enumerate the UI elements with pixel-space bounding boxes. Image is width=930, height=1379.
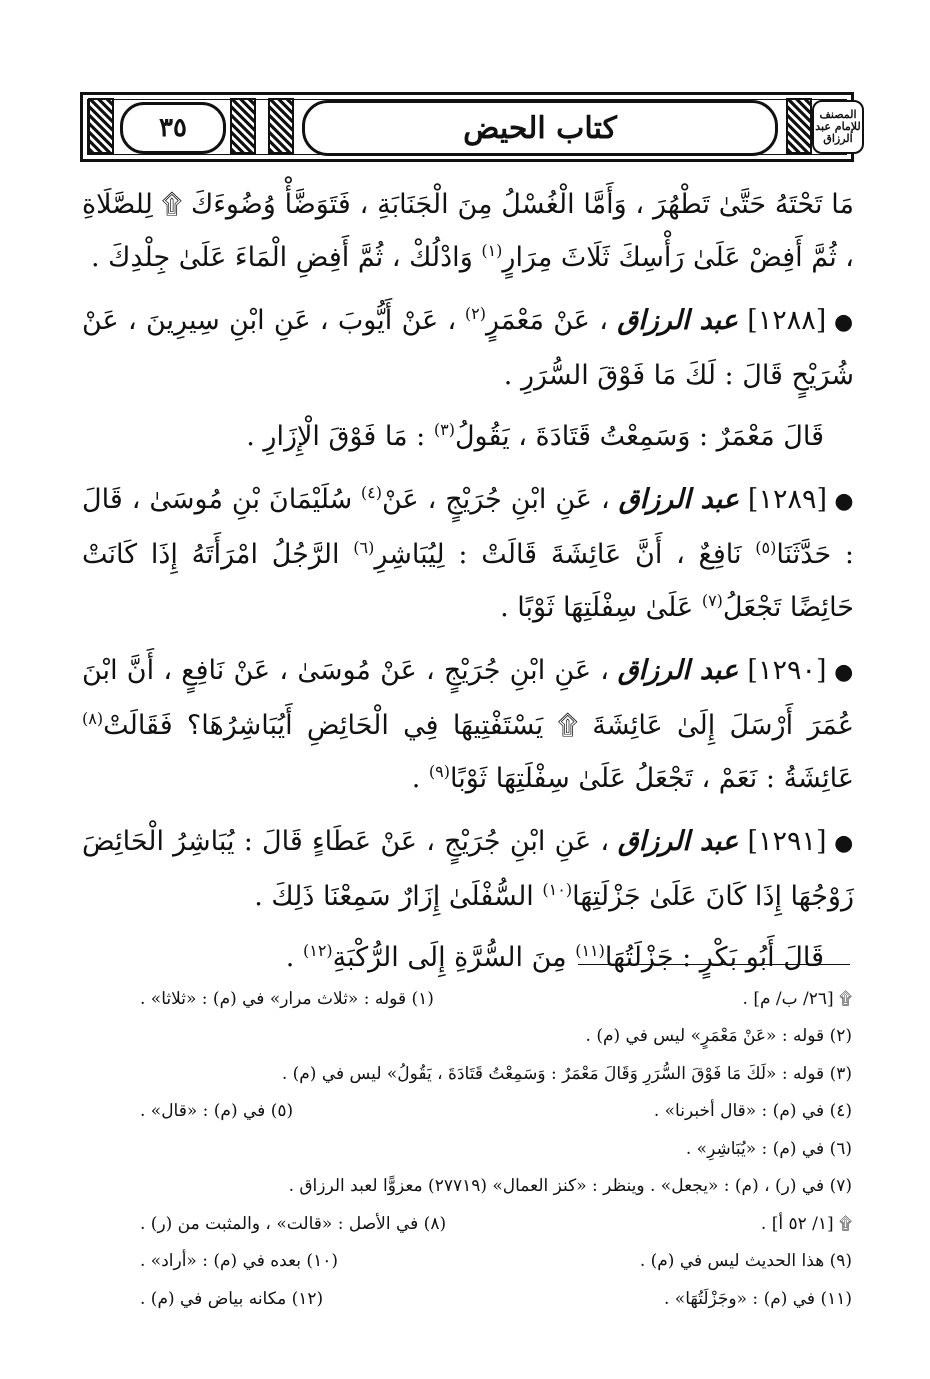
text-run: مَا تَحْتَهُ حَتَّىٰ تَطْهُرَ ، وَأَمَّا الْغُسْلُ مِنَ الْجَنَابَةِ ، فَتَوَضَّأْ وُضُوءَكَ ۩ لِلصَّلَاةِ ، ثُمَّ أَفِضْ عَلَىٰ رَأْسِكَ ثَلَاثَ مِرَارٍ xyxy=(82,189,854,273)
hadith-1291 xyxy=(82,815,854,923)
bullet-icon: ● xyxy=(826,660,854,685)
text-run: ، عَنِ ابْنِ جُرَيْجٍ ، عَنْ عَطَاءٍ قَالَ : يُبَاشِرُ الْحَائِضَ زَوْجُهَا إِذَا كَانَ عَلَىٰ جَزْلَتِهَا xyxy=(82,826,854,912)
footnote: (١٢) مكانه بياض في (م) . xyxy=(140,1288,324,1309)
text-run: . xyxy=(285,942,303,973)
text-run: ، عَنِ ابْنِ جُرَيْجٍ ، عَنْ xyxy=(381,484,619,515)
footnote-row xyxy=(140,1093,852,1131)
text-run: ، عَنْ أَيُّوبَ ، عَنِ ابْنِ سِيرِينَ ، عَنْ شُرَيْحٍ قَالَ : لَكَ مَا فَوْقَ السُّرَرِ . xyxy=(82,305,854,391)
footnote-ref: (٦) xyxy=(353,538,375,557)
page-header xyxy=(80,92,861,162)
footnote: (٣) قوله : «لَكَ مَا فَوْقَ السُّرَرِ وَقَالَ مَعْمَرٌ : وَسَمِعْتُ قَتَادَةَ ، يَقُولُ» ليس في (م) . xyxy=(281,1063,852,1084)
footnotes xyxy=(140,980,852,1318)
footnote-ref: (٥) xyxy=(755,538,777,557)
book-emblem-logo: المصنف للإمام عبد الرزاق xyxy=(812,100,864,154)
footnote: ۩ [٢٦/ ب/ م] . xyxy=(742,988,852,1009)
footnote-ref: (٣) xyxy=(433,420,455,439)
bullet-icon: ● xyxy=(826,831,854,856)
footnote-ref: (١٠) xyxy=(542,880,573,899)
text-run: عَلَىٰ سِفْلَتِهَا ثَوْبًا . xyxy=(500,592,702,623)
footnote: (٥) في (م) : «قال» . xyxy=(140,1101,294,1122)
hadith-1288 xyxy=(82,294,854,402)
text-run: نَافِعٌ ، أَنَّ عَائِشَةَ قَالَتْ : لِيُبَاشِرِ xyxy=(374,539,756,570)
text-run: ، عَنِ ابْنِ جُرَيْجٍ ، عَنْ مُوسَىٰ ، عَنْ نَافِعٍ ، أَنَّ ابْنَ عُمَرَ أَرْسَلَ إِلَىٰ عَائِشَةَ ۩ يَسْتَفْتِيهَا فِي الْحَائِضِ أَيُبَاشِرُهَا؟ فَقَالَتْ xyxy=(82,655,854,741)
footnote-row xyxy=(140,1243,852,1281)
hadith-1290 xyxy=(82,644,854,805)
footnote: (٩) هذا الحديث ليس في (م) . xyxy=(639,1251,852,1272)
footnote-ref: (٤) xyxy=(360,483,382,502)
text-run: عَائِشَةُ : نَعَمْ ، تَجْعَلُ عَلَىٰ سِفْلَتِهَا ثَوْبًا xyxy=(449,763,854,794)
ornament-knot-icon xyxy=(230,98,256,154)
bullet-icon: ● xyxy=(827,489,854,514)
text-run: : مَا فَوْقَ الْإِزَارِ . xyxy=(246,421,434,452)
footnote-row xyxy=(140,1018,852,1056)
text-run: السُّفْلَىٰ إِزَارٌ سَمِعْنَا ذَلِكَ . xyxy=(254,881,543,912)
footnote: (٨) في الأصل : «قالت» ، والمثبت من (ر) . xyxy=(140,1213,447,1234)
footnote-row xyxy=(140,1130,852,1168)
footnote-row xyxy=(140,1168,852,1206)
footnote-ref: (٢) xyxy=(464,304,486,323)
footnote-ref: (١) xyxy=(481,241,503,260)
paragraph-continuation xyxy=(82,178,854,284)
footnote-row xyxy=(140,1280,852,1318)
quote-1291 xyxy=(82,931,854,984)
text-run: قَالَ مَعْمَرٌ : وَسَمِعْتُ قَتَادَةَ ، يَقُولُ xyxy=(454,421,824,452)
text-run: مِنَ السُّرَّةِ إِلَى الرُّكْبَةِ xyxy=(332,942,576,973)
footnote: (٦) في (م) : «يُبَاشِرِ» . xyxy=(685,1138,852,1159)
footnote: (١١) في (م) : «وجَزْلَتُهَا» . xyxy=(664,1288,852,1309)
hadith-number: [١٢٨٨] xyxy=(747,305,827,336)
ornament-knot-icon xyxy=(88,98,114,154)
narrator-name: عبد الرزاق xyxy=(618,484,739,515)
footnote: ۩ [١/ ٥٢ أ] . xyxy=(760,1213,852,1234)
footnote-divider xyxy=(578,964,850,965)
narrator-name: عبد الرزاق xyxy=(617,305,738,336)
footnote-ref: (٩) xyxy=(428,762,450,781)
footnote-ref: (١٢) xyxy=(302,941,333,960)
narrator-name: عبد الرزاق xyxy=(617,655,739,686)
hadith-number: [١٢٩١] xyxy=(747,826,827,857)
ornament-knot-icon xyxy=(268,98,294,154)
footnote: (١٠) بعده في (م) : «أراد» . xyxy=(140,1251,338,1272)
hadith-1289 xyxy=(82,473,854,634)
text-run: سُلَيْمَانَ بْنِ مُوسَىٰ ، قَالَ : حَدَّثَنَا xyxy=(82,484,854,570)
bullet-icon: ● xyxy=(826,310,854,335)
hadith-number: [١٢٨٩] xyxy=(747,484,828,515)
footnote: (٤) في (م) : «قال أخبرنا» . xyxy=(653,1101,852,1122)
ornament-knot-icon xyxy=(786,98,812,154)
text-run: . xyxy=(411,763,429,794)
hadith-number: [١٢٩٠] xyxy=(747,655,827,686)
footnote-ref: (١١) xyxy=(575,941,605,960)
text-run: وَادْلُكْ ، ثُمَّ أَفِضِ الْمَاءَ عَلَىٰ جِلْدِكَ . xyxy=(90,242,482,273)
narrator-name: عبد الرزاق xyxy=(617,826,739,857)
footnote-ref: (٨) xyxy=(82,709,104,728)
footnote-row xyxy=(140,1055,852,1093)
page-number: ٣٥ xyxy=(120,102,226,154)
chapter-title: كتاب الحيض xyxy=(302,100,778,156)
footnote: (١) قوله : «ثلاث مرار» في (م) : «ثلاثا» . xyxy=(140,988,434,1009)
text-run: ، عَنْ مَعْمَرٍ xyxy=(485,305,618,336)
text-run: الرَّجُلُ امْرَأَتَهُ إِذَا كَانَتْ حَائِضًا تَجْعَلُ xyxy=(82,539,854,623)
footnote-row xyxy=(140,980,852,1018)
quote-1288 xyxy=(82,410,854,463)
text-run: قَالَ أَبُو بَكْرٍ : جَزْلَتُهَا xyxy=(604,942,824,973)
footnote-row xyxy=(140,1205,852,1243)
footnote-ref: (٧) xyxy=(701,591,723,610)
footnote: (٧) في (ر) ، (م) : «يجعل» . وينظر : «كنز العمال» (٢٧٧١٩) معزوًّا لعبد الرزاق . xyxy=(288,1176,852,1197)
footnote: (٢) قوله : «عَنْ مَعْمَرٍ» ليس في (م) . xyxy=(585,1026,852,1047)
main-text xyxy=(82,178,854,992)
